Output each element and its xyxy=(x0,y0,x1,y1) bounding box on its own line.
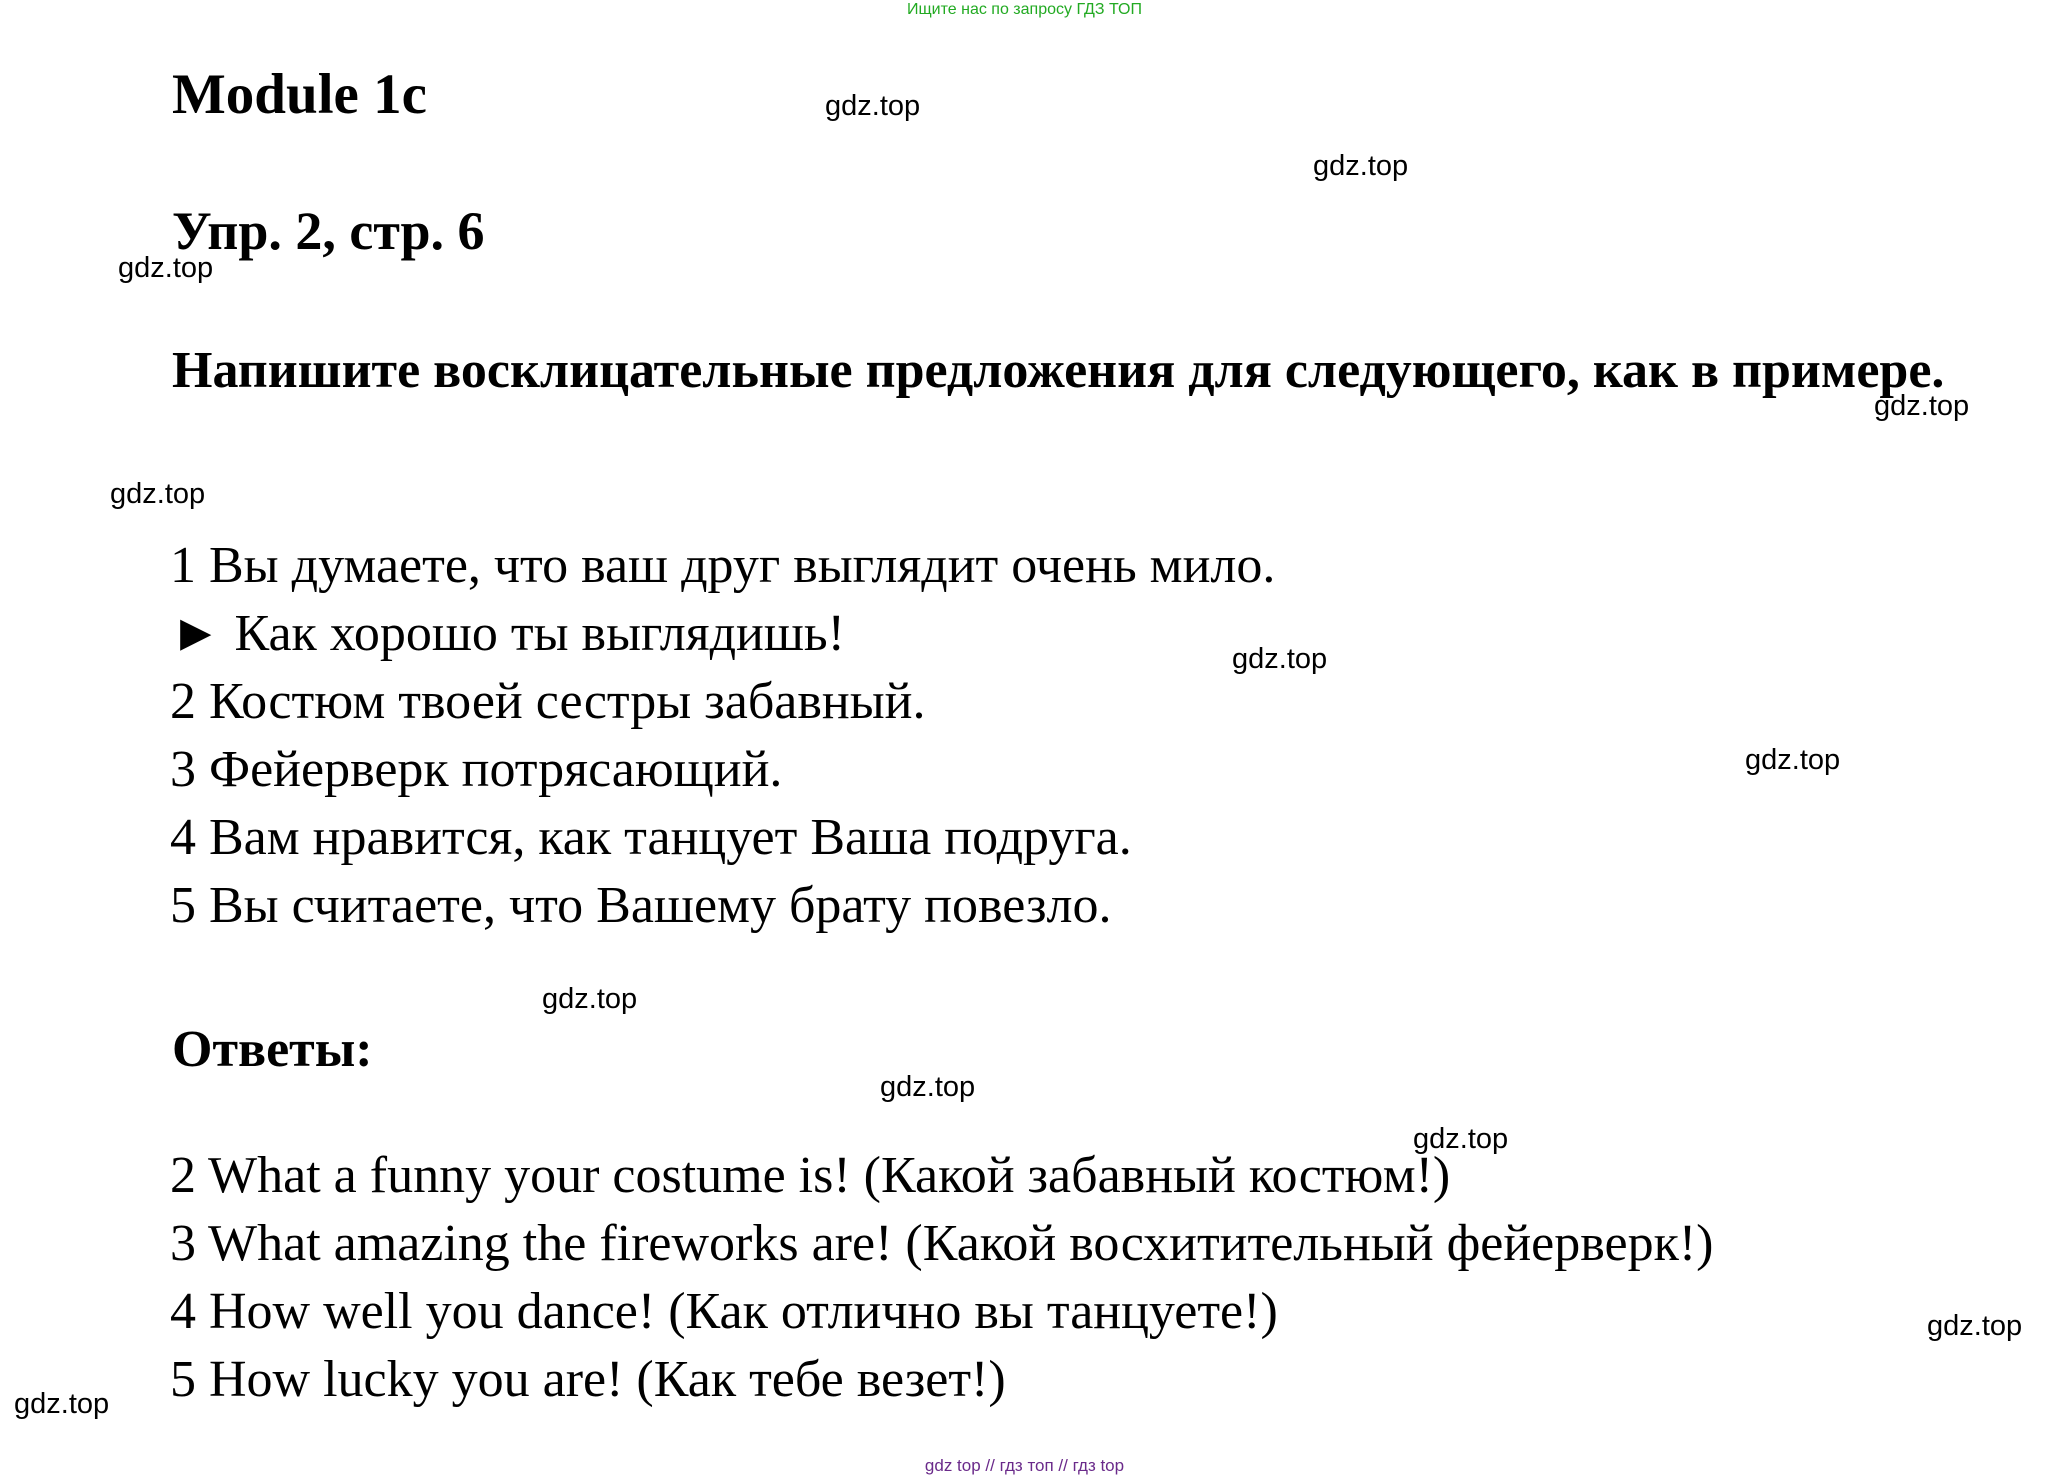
watermark: gdz.top xyxy=(1313,150,1409,182)
watermark: gdz.top xyxy=(825,90,921,122)
watermark: gdz.top xyxy=(1927,1310,2023,1342)
task-line: 1 Вы думаете, что ваш друг выглядит очень мило. xyxy=(170,537,1276,594)
watermark: gdz.top xyxy=(1874,390,1970,422)
task-line: 2 Костюм твоей сестры забавный. xyxy=(170,673,926,730)
exercise-instruction: Напишите восклицательные предложения для следующего, как в примере. xyxy=(172,342,1945,399)
footer-links: gdz top // гдз топ // гдз top xyxy=(924,1456,1125,1475)
module-title: Module 1c xyxy=(172,63,427,126)
exercise-reference: Упр. 2, стр. 6 xyxy=(172,201,485,261)
answer-line: 5 How lucky you are! (Как тебе везет!) xyxy=(170,1351,1006,1408)
answer-line: 3 What amazing the fireworks are! (Какой восхитительный фейерверк!) xyxy=(170,1215,1714,1272)
watermark: gdz.top xyxy=(542,983,638,1015)
watermark: gdz.top xyxy=(1745,744,1841,776)
top-banner: Ищите нас по запросу ГДЗ ТОП xyxy=(907,1,1142,18)
watermark: gdz.top xyxy=(1232,643,1328,675)
watermark: gdz.top xyxy=(118,252,214,284)
watermark: gdz.top xyxy=(1413,1123,1509,1155)
answer-line: 4 How well you dance! (Как отлично вы танцуете!) xyxy=(170,1283,1278,1340)
task-example-answer: ► Как хорошо ты выглядишь! xyxy=(170,605,845,662)
task-line: 5 Вы считаете, что Вашему брату повезло. xyxy=(170,877,1112,934)
answer-line: 2 What a funny your costume is! (Какой забавный костюм!) xyxy=(170,1147,1451,1204)
watermark: gdz.top xyxy=(880,1071,976,1103)
answers-heading: Ответы: xyxy=(172,1021,373,1078)
watermark: gdz.top xyxy=(14,1388,110,1420)
watermark: gdz.top xyxy=(110,478,206,510)
task-line: 3 Фейерверк потрясающий. xyxy=(170,741,783,798)
task-line: 4 Вам нравится, как танцует Ваша подруга. xyxy=(170,809,1132,866)
